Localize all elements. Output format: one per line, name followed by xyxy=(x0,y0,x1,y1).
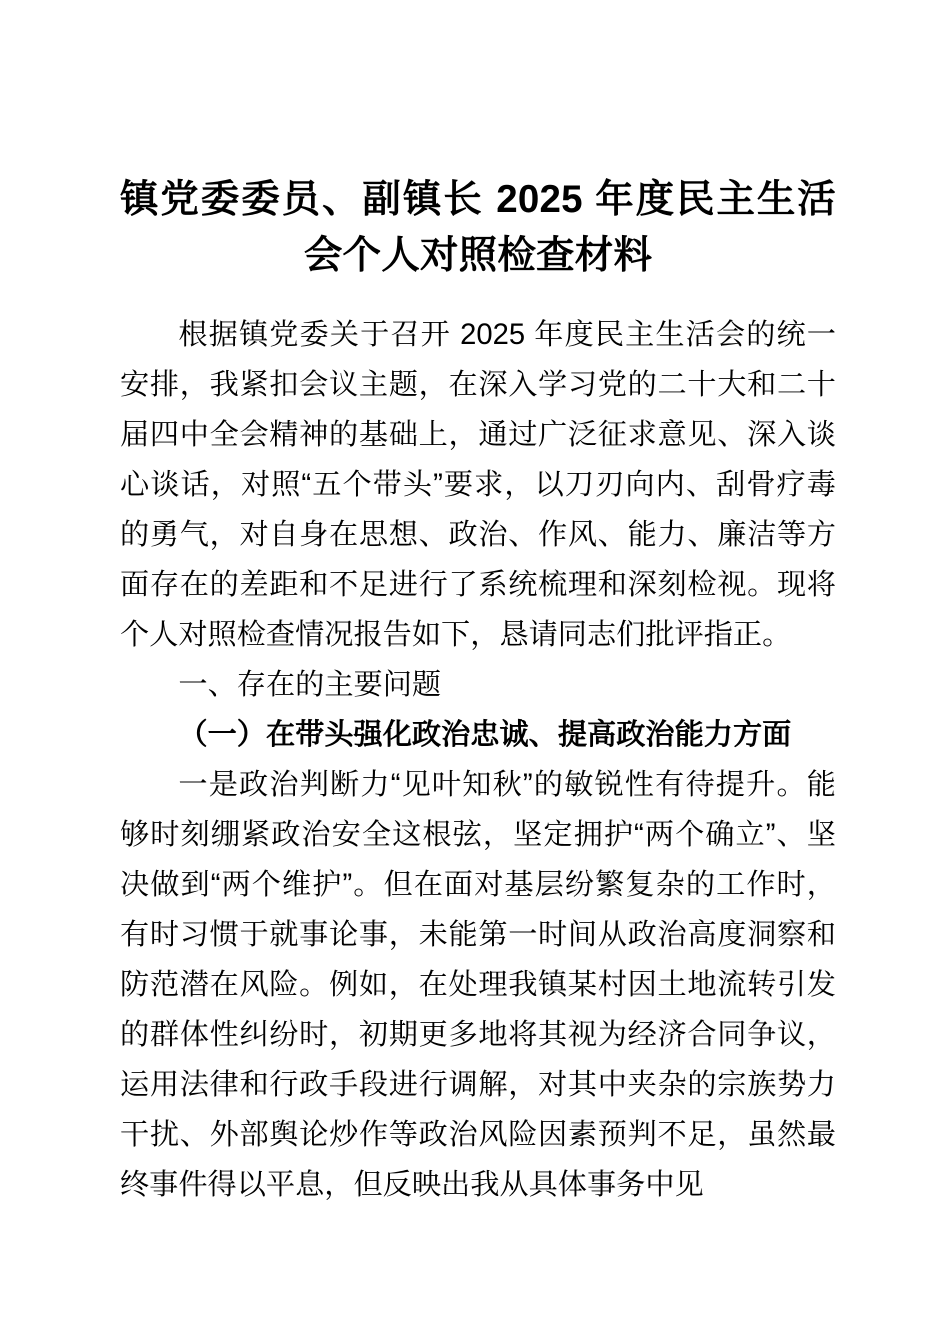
section-heading-one: 一、存在的主要问题 xyxy=(178,669,442,701)
body-paragraph-one: 一是政治判断力“见叶知秋”的敏锐性有待提升。能够时刻绷紧政治安全这根弦，坚定拥护“两个确立”、坚决做到“两个维护”。但在面对基层纷繁复杂的工作时，有时习惯于就事论事，未能第一时间从政治高度洞察和防范潜在风险。例如，在处理我镇某村因土地流转引发的群体性纠纷时，初期更多地将其视为经济合同争议，运用法律和行政手段进行调解，对其中夹杂的宗族势力干扰、外部舆论炒作等政治风险因素预判不足，虽然最终事件得以平息，但反映出我从具体事务中见 xyxy=(120,769,836,1201)
subsection-heading-one-a: （一）在带头强化政治忠诚、提高政治能力方面 xyxy=(178,719,792,751)
document-title: 镇党委委员、副镇长 2025 年度民主生活会个人对照检查材料 xyxy=(120,178,836,277)
document-content-column xyxy=(120,0,836,1210)
intro-paragraph: 根据镇党委关于召开 2025 年度民主生活会的统一安排，我紧扣会议主题，在深入学习党的二十大和二十届四中全会精神的基础上，通过广泛征求意见、深入谈心谈话，对照“五个带头”要求，以刀刃向内、刮骨疗毒的勇气，对自身在思想、政治、作风、能力、廉洁等方面存在的差距和不足进行了系统梳理和深刻检视。现将个人对照检查情况报告如下，恳请同志们批评指正。 xyxy=(120,319,836,651)
